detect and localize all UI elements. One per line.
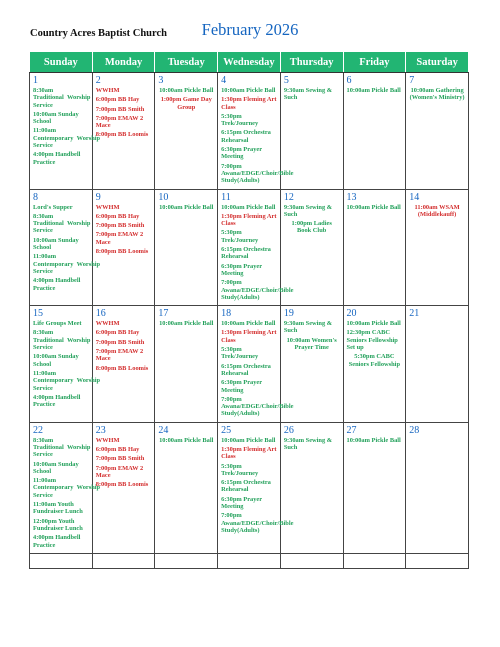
calendar-event: 4:00pm Handbell Practice — [33, 151, 81, 166]
day-number: 10 — [158, 191, 169, 203]
calendar-event: 7:00pm Awana/EDGE/Choir/Bible Study(Adults) — [221, 279, 294, 301]
calendar-event: 7:00pm Awana/EDGE/Choir/Bible Study(Adults) — [221, 162, 294, 185]
calendar-event: 8:30am Traditional Worship Service — [33, 436, 91, 459]
day-number: 20 — [346, 308, 357, 320]
calendar-event: 10:00am Sunday School — [33, 460, 79, 475]
calendar-event: 6:00pm BB Hay — [95, 212, 140, 220]
calendar-event: 6:00pm BB Hay — [95, 329, 140, 337]
calendar-event: 6:30pm Prayer Meeting — [221, 146, 262, 161]
calendar-event: 1:00pm Game Day Group — [160, 96, 212, 111]
calendar-event: 9:30am Sewing & Such — [283, 87, 333, 102]
calendar-event: 11:00am Youth Fundraiser Lunch — [33, 501, 83, 516]
calendar-week-row — [30, 189, 469, 306]
weekday-thursday: Thursday — [280, 52, 343, 73]
calendar-week-row — [30, 306, 469, 423]
calendar-event: 6:00pm BB Hay — [95, 96, 140, 104]
calendar-day-cell — [30, 189, 101, 306]
calendar-event: 5:30pm Trek/Journey — [221, 112, 259, 128]
calendar-event: 10:00am Pickle Ball — [159, 320, 214, 328]
calendar-event: 5:30pm Trek/Journey — [221, 346, 259, 361]
calendar-event: 6:30pm Prayer Meeting — [221, 379, 262, 394]
calendar-event: 10:00am Pickle Ball — [346, 87, 401, 94]
calendar-event: 11:00am WSAM (Middlekauff) — [414, 203, 460, 218]
calendar-day-cell — [30, 73, 101, 190]
day-number: 5 — [283, 75, 289, 86]
calendar-event: 7:00pm EMAW 2 Mace — [95, 231, 144, 246]
calendar-event: 7:00pm Awana/EDGE/Choir/Bible Study(Adults) — [221, 512, 294, 534]
weekday-header-row — [30, 52, 469, 73]
calendar-event: Lord's Supper — [33, 203, 73, 211]
calendar-event: 10:00am Pickle Ball — [221, 203, 276, 211]
calendar-event: 1:30pm Fleming Art Class — [221, 212, 277, 228]
day-number: 4 — [221, 75, 227, 86]
calendar-event: 7:00pm EMAW 2 Mace — [95, 114, 144, 130]
calendar-event: 4:00pm Handbell Practice — [33, 393, 81, 409]
day-number: 19 — [283, 308, 294, 320]
day-number: 9 — [95, 191, 101, 203]
calendar-event: WWHM — [95, 320, 120, 328]
day-number: 16 — [95, 308, 106, 320]
day-number: 21 — [409, 308, 420, 320]
day-number: 18 — [221, 308, 232, 320]
calendar-event: WWHM — [95, 203, 120, 211]
calendar-event: 7:00pm Awana/EDGE/Choir/Bible Study(Adults) — [221, 395, 294, 418]
calendar-grid — [29, 51, 469, 569]
calendar-event: 11:00am Contemporary Worship Service — [33, 127, 101, 150]
calendar-day-cell — [343, 422, 406, 553]
day-number: 6 — [346, 75, 352, 86]
day-number: 14 — [409, 191, 420, 203]
day-number: 1 — [33, 75, 38, 86]
calendar-event: 1:00pm Ladies Book Club — [291, 220, 332, 235]
calendar-day-cell — [406, 306, 469, 423]
calendar-event: 5:30pm Trek/Journey — [221, 462, 259, 477]
calendar-event: 10:00am Pickle Ball — [221, 87, 276, 94]
calendar-day-cell — [406, 422, 469, 553]
calendar-event: 10:00am Sunday School — [33, 353, 79, 368]
calendar-event: 9:30am Sewing & Such — [283, 203, 333, 218]
day-number: 7 — [409, 75, 415, 86]
calendar-body — [30, 73, 469, 569]
calendar-event: 6:15pm Orchestra Rehearsal — [221, 479, 271, 494]
day-number: 25 — [221, 424, 232, 436]
calendar-event: 5:30pm CABC Seniors Fellowship — [348, 353, 401, 368]
day-number: 8 — [33, 191, 38, 203]
calendar-event: 8:30am Traditional Worship Service — [33, 212, 91, 235]
calendar-event: 6:15pm Orchestra Rehearsal — [221, 129, 271, 144]
calendar-event: 8:00pm BB Loomis — [95, 481, 149, 489]
calendar-event: 9:30am Sewing & Such — [283, 320, 333, 335]
calendar-day-cell — [343, 189, 406, 306]
calendar-event: 6:30pm Prayer Meeting — [221, 262, 262, 277]
calendar-event: 10:00am Pickle Ball — [346, 436, 401, 444]
day-number: 22 — [33, 424, 43, 436]
calendar-month-title: February 2026 — [201, 20, 299, 39]
calendar-event: 7:00pm BB Smith — [95, 105, 145, 113]
calendar-day-cell — [92, 422, 155, 553]
calendar-event: WWHM — [95, 87, 120, 94]
day-number: 11 — [221, 191, 231, 203]
weekday-wednesday: Wednesday — [218, 52, 281, 73]
calendar-day-cell — [406, 189, 469, 306]
calendar-empty-cell — [406, 553, 469, 568]
calendar-day-cell — [92, 189, 155, 306]
calendar-event: 10:00am Pickle Ball — [159, 87, 214, 94]
calendar-event: WWHM — [95, 436, 120, 444]
calendar-week-row — [30, 422, 469, 553]
weekday-sunday: Sunday — [30, 52, 93, 73]
calendar-event: 8:30am Traditional Worship Service — [33, 329, 91, 352]
calendar-day-cell — [343, 73, 406, 190]
day-number: 13 — [346, 191, 357, 203]
calendar-empty-cell — [30, 553, 93, 568]
calendar-event: 7:00pm BB Smith — [95, 222, 145, 230]
calendar-empty-cell — [343, 553, 406, 568]
weekday-tuesday: Tuesday — [155, 52, 218, 73]
day-number: 28 — [409, 424, 420, 436]
calendar-event: 10:00am Pickle Ball — [159, 203, 214, 211]
calendar-event: Life Groups Meet — [33, 320, 82, 328]
calendar-event: 11:00am Contemporary Worship Service — [33, 477, 101, 499]
calendar-day-cell — [406, 73, 469, 190]
calendar-event: 8:00pm BB Loomis — [95, 364, 149, 372]
day-number: 2 — [95, 75, 101, 86]
day-number: 26 — [283, 424, 294, 436]
calendar-event: 10:00am Pickle Ball — [346, 320, 401, 328]
calendar-event: 9:30am Sewing & Such — [283, 436, 333, 451]
weekday-monday: Monday — [92, 52, 155, 73]
calendar-event: 12:00pm Youth Fundraiser Lunch — [33, 517, 83, 532]
weekday-saturday: Saturday — [406, 52, 469, 73]
calendar-event: 11:00am Contemporary Worship Service — [33, 369, 101, 392]
calendar-empty-cell — [92, 553, 155, 568]
calendar-week-row — [30, 73, 469, 190]
calendar-event: 4:00pm Handbell Practice — [33, 534, 81, 549]
calendar-event: 6:00pm BB Hay — [95, 445, 140, 453]
calendar-event: 10:00am Pickle Ball — [221, 436, 276, 444]
calendar-event: 10:00am Women's Prayer Time — [286, 336, 337, 352]
calendar-event: 7:00pm BB Smith — [95, 338, 145, 346]
calendar-event: 10:00am Pickle Ball — [346, 203, 401, 211]
calendar-event: 10:00am Pickle Ball — [221, 320, 276, 328]
calendar-empty-cell — [155, 553, 218, 568]
calendar-event: 12:30pm CABC Seniors Fellowship Set up — [346, 329, 398, 352]
day-number: 12 — [283, 191, 294, 203]
calendar-event: 5:30pm Trek/Journey — [221, 229, 259, 244]
calendar-day-cell — [92, 306, 155, 423]
calendar-event: 10:00am Pickle Ball — [159, 436, 214, 444]
day-number: 24 — [158, 424, 169, 436]
day-number: 27 — [346, 424, 357, 436]
church-name: Country Acres Baptist Church — [30, 28, 167, 39]
day-number: 15 — [33, 308, 43, 320]
calendar-event: 1:30pm Fleming Art Class — [221, 329, 277, 344]
calendar-event: 4:00pm Handbell Practice — [33, 277, 81, 292]
calendar-event: 7:00pm EMAW 2 Mace — [95, 464, 144, 479]
calendar-day-cell — [155, 306, 218, 423]
calendar-day-cell — [343, 306, 406, 423]
calendar-event: 6:15pm Orchestra Rehearsal — [221, 362, 271, 377]
calendar-event: 10:00am Sunday School — [33, 110, 79, 126]
day-number: 3 — [158, 75, 164, 86]
calendar-empty-cell — [218, 553, 281, 568]
calendar-event: 7:00pm BB Smith — [95, 455, 145, 463]
calendar-event: 10:00am Sunday School — [33, 236, 79, 252]
calendar-event: 7:00pm EMAW 2 Mace — [95, 348, 144, 363]
calendar-event: 8:00pm BB Loomis — [95, 131, 149, 139]
day-number: 23 — [95, 424, 106, 436]
calendar-event: 10:00am Gathering (Women's Ministry) — [409, 87, 465, 102]
calendar-blank-row — [30, 553, 469, 568]
day-number: 17 — [158, 308, 169, 320]
calendar-day-cell — [218, 73, 294, 190]
calendar-day-cell — [155, 422, 218, 553]
calendar-event: 6:15pm Orchestra Rehearsal — [221, 246, 271, 261]
calendar-empty-cell — [280, 553, 343, 568]
calendar-event: 1:30pm Fleming Art Class — [221, 445, 277, 461]
calendar-event: 11:00am Contemporary Worship Service — [33, 253, 101, 275]
calendar-event: 8:00pm BB Loomis — [95, 248, 149, 256]
calendar-day-cell — [155, 189, 218, 306]
calendar-day-cell — [155, 73, 218, 190]
weekday-friday: Friday — [343, 52, 406, 73]
calendar-day-cell — [92, 73, 155, 190]
calendar-event: 8:30am Traditional Worship Service — [33, 87, 91, 109]
calendar-event: 1:30pm Fleming Art Class — [221, 96, 277, 111]
calendar-day-cell — [280, 422, 343, 553]
calendar-event: 6:30pm Prayer Meeting — [221, 495, 262, 511]
